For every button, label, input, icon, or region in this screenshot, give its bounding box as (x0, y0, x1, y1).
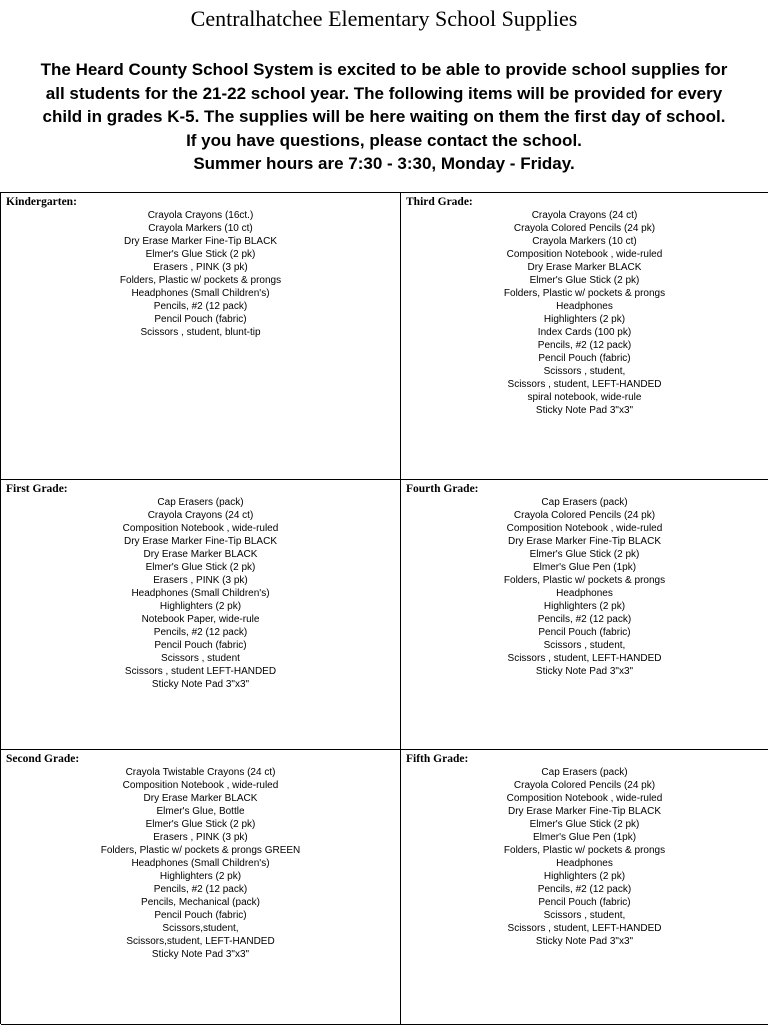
grade-title: First Grade: (6, 483, 68, 495)
supply-item: Dry Erase Marker Fine-Tip BLACK (124, 236, 277, 247)
supply-item: Crayola Crayons (16ct.) (147, 210, 254, 221)
supply-item: Composition Notebook , wide-ruled (506, 523, 663, 534)
supply-list (1, 209, 400, 339)
supply-item: Headphones (556, 858, 613, 869)
supply-item: Cap Erasers (pack) (541, 767, 628, 778)
supply-item: Pencil Pouch (fabric) (154, 314, 247, 325)
supply-item: Index Cards (100 pk) (537, 327, 632, 338)
grade-cell-third (401, 193, 768, 480)
supply-item: Highlighters (2 pk) (159, 601, 242, 612)
supply-item: Highlighters (2 pk) (543, 601, 626, 612)
supply-item: Composition Notebook , wide-ruled (122, 780, 279, 791)
supply-item: Pencils, #2 (12 pack) (537, 340, 632, 351)
supply-item: Crayola Markers (10 ct) (148, 223, 253, 234)
supply-item: Highlighters (2 pk) (159, 871, 242, 882)
supply-item: Cap Erasers (pack) (541, 497, 628, 508)
supply-item: Scissors,student, LEFT-HANDED (126, 936, 275, 947)
supply-item: Pencil Pouch (fabric) (154, 910, 247, 921)
supply-item: Dry Erase Marker BLACK (143, 549, 258, 560)
supply-item: Crayola Crayons (24 ct) (147, 510, 254, 521)
supply-item: Pencils, #2 (12 pack) (537, 884, 632, 895)
supply-item: Pencils, Mechanical (pack) (141, 897, 260, 908)
supply-list (401, 496, 768, 678)
supply-item: Erasers , PINK (3 pk) (153, 832, 248, 843)
supply-item: Pencils, #2 (12 pack) (537, 614, 632, 625)
grade-cell-fifth (401, 750, 768, 1025)
supply-item: Sticky Note Pad 3"x3" (535, 936, 634, 947)
intro-line: all students for the 21-22 school year. The following items will be provided for every (45, 83, 723, 103)
supply-item: Pencil Pouch (fabric) (538, 353, 631, 364)
supply-item: Dry Erase Marker BLACK (143, 793, 258, 804)
supply-item: Dry Erase Marker Fine-Tip BLACK (124, 536, 277, 547)
supply-item: Sticky Note Pad 3"x3" (535, 405, 634, 416)
supply-item: Erasers , PINK (3 pk) (153, 262, 248, 273)
supply-item: Elmer's Glue Stick (2 pk) (529, 275, 640, 286)
supply-item: Folders, Plastic w/ pockets & prongs GREEN (100, 845, 301, 856)
supply-item: Elmer's Glue Stick (2 pk) (145, 819, 256, 830)
intro-line: Summer hours are 7:30 - 3:30, Monday - Friday. (193, 154, 575, 173)
grade-title: Second Grade: (6, 753, 80, 765)
supply-item: Sticky Note Pad 3"x3" (535, 666, 634, 677)
supply-item: Scissors , student, LEFT-HANDED (507, 923, 662, 934)
supply-item: Folders, Plastic w/ pockets & prongs (503, 845, 666, 856)
supply-item: Headphones (Small Children's) (131, 858, 270, 869)
supply-item: Scissors , student, blunt-tip (140, 327, 261, 338)
grade-title: Fourth Grade: (406, 483, 479, 495)
supply-item: Pencils, #2 (12 pack) (153, 884, 248, 895)
page-title: Centralhatchee Elementary School Supplies (190, 6, 578, 31)
supply-item: Pencil Pouch (fabric) (154, 640, 247, 651)
supply-item: Scissors , student, (543, 640, 626, 651)
supply-item: Composition Notebook , wide-ruled (506, 793, 663, 804)
supply-list (401, 766, 768, 948)
supply-item: Elmer's Glue Pen (1pk) (532, 832, 637, 843)
supply-item: Elmer's Glue Stick (2 pk) (529, 819, 640, 830)
supply-item: Notebook Paper, wide-rule (141, 614, 260, 625)
grade-title: Third Grade: (406, 196, 473, 208)
supply-item: Folders, Plastic w/ pockets & prongs (503, 288, 666, 299)
supply-item: Sticky Note Pad 3"x3" (151, 679, 250, 690)
intro-line: child in grades K-5. The supplies will be here waiting on them the first day of school. (42, 107, 726, 126)
supply-item: Pencil Pouch (fabric) (538, 627, 631, 638)
grade-cell-fourth (401, 480, 768, 750)
supply-list (1, 766, 400, 961)
supply-item: Headphones (556, 588, 613, 599)
supply-item: Scissors,student, (162, 923, 239, 934)
supply-item: Sticky Note Pad 3"x3" (151, 949, 250, 960)
supply-item: Erasers , PINK (3 pk) (153, 575, 248, 586)
supply-item: Elmer's Glue Pen (1pk) (532, 562, 637, 573)
grade-cell-kindergarten (1, 193, 401, 480)
grade-title: Fifth Grade: (406, 753, 469, 765)
supply-item: Headphones (Small Children's) (131, 288, 270, 299)
supply-item: Folders, Plastic w/ pockets & prongs (503, 575, 666, 586)
supply-item: Pencil Pouch (fabric) (538, 897, 631, 908)
grade-cell-second (1, 750, 401, 1025)
supply-item: Elmer's Glue, Bottle (156, 806, 245, 817)
supply-item: Scissors , student, (543, 366, 626, 377)
supply-item: Scissors , student, LEFT-HANDED (507, 653, 662, 664)
supply-item: Cap Erasers (pack) (157, 497, 244, 508)
supply-item: Scissors , student, LEFT-HANDED (507, 379, 662, 390)
grade-cell-first (1, 480, 401, 750)
intro-line: If you have questions, please contact the school. (186, 130, 582, 150)
supply-item: Scissors , student LEFT-HANDED (124, 666, 277, 677)
supply-item: Pencils, #2 (12 pack) (153, 301, 248, 312)
supply-item: Crayola Crayons (24 ct) (531, 210, 638, 221)
supply-list (1, 496, 400, 691)
supply-item: Dry Erase Marker Fine-Tip BLACK (508, 806, 661, 817)
supply-item: Crayola Markers (10 ct) (532, 236, 637, 247)
supply-item: Scissors , student (161, 653, 240, 664)
supply-item: Dry Erase Marker Fine-Tip BLACK (508, 536, 661, 547)
supply-item: Headphones (556, 301, 613, 312)
supply-item: Dry Erase Marker BLACK (527, 262, 642, 273)
supply-item: Crayola Twistable Crayons (24 ct) (125, 767, 276, 778)
intro-line: The Heard County School System is excited to be able to provide school supplies for (40, 60, 728, 79)
supply-item: Highlighters (2 pk) (543, 314, 626, 325)
supply-item: Folders, Plastic w/ pockets & prongs (119, 275, 282, 286)
supply-item: Composition Notebook , wide-ruled (506, 249, 663, 260)
supply-list (401, 209, 768, 417)
supply-item: Elmer's Glue Stick (2 pk) (145, 562, 256, 573)
grade-title: Kindergarten: (6, 196, 77, 208)
supply-item: Crayola Colored Pencils (24 pk) (513, 223, 656, 234)
supply-item: Elmer's Glue Stick (2 pk) (145, 249, 256, 260)
intro-text (0, 58, 768, 176)
supply-item: Headphones (Small Children's) (131, 588, 270, 599)
supply-item: Scissors , student, (543, 910, 626, 921)
supplies-table (0, 192, 768, 1024)
supply-item: Crayola Colored Pencils (24 pk) (513, 780, 656, 791)
supply-item: spiral notebook, wide-rule (527, 392, 642, 403)
supply-item: Composition Notebook , wide-ruled (122, 523, 279, 534)
supply-item: Elmer's Glue Stick (2 pk) (529, 549, 640, 560)
supply-item: Pencils, #2 (12 pack) (153, 627, 248, 638)
supply-item: Highlighters (2 pk) (543, 871, 626, 882)
supply-item: Crayola Colored Pencils (24 pk) (513, 510, 656, 521)
